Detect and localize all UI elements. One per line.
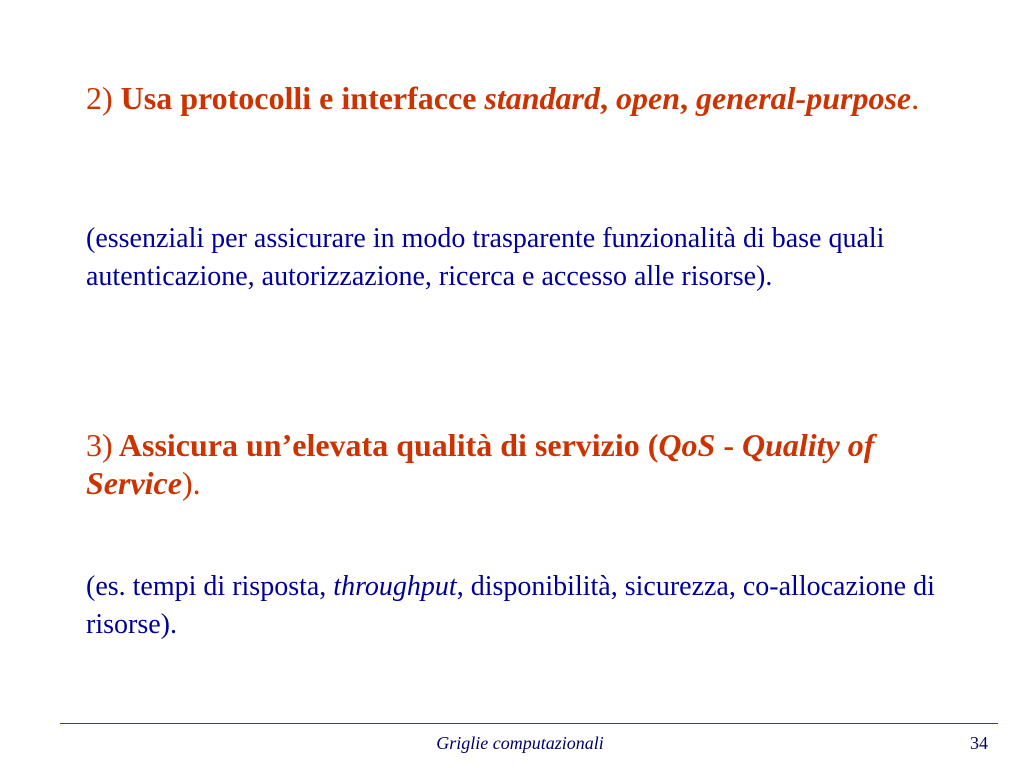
comma: ,	[599, 80, 608, 116]
item-3-heading	[86, 426, 996, 502]
item-2-heading	[86, 79, 996, 117]
item-3-heading-text: Assicura un’elevata qualità di servizio (	[118, 427, 659, 463]
comma: ,	[679, 80, 688, 116]
term-qos: QoS	[658, 427, 716, 463]
close-paren: ).	[181, 465, 201, 501]
footer-title: Griglie computazionali	[436, 733, 604, 753]
item-2-number: 2)	[86, 80, 113, 116]
item-3-note	[86, 568, 1006, 644]
page-number: 34	[970, 733, 988, 753]
term-open: open	[615, 80, 680, 116]
term-standard: standard	[484, 80, 600, 116]
dash: -	[715, 427, 734, 463]
term-general-purpose: general-purpose	[695, 80, 912, 116]
item-2-heading-text: Usa protocolli e interfacce	[120, 80, 477, 116]
period: .	[911, 80, 920, 116]
item-3-note-suffix: , disponibilità, sicurezza, co-allocazione di risorse).	[86, 571, 935, 640]
item-3-number: 3)	[86, 427, 113, 463]
term-quality-of-service: Quality of Service	[86, 427, 875, 501]
item-2-note: (essenziali per assicurare in modo trasparente funzionalità di base quali autenticazione, autorizzazione, ricerca e accesso alle risorse).	[86, 223, 885, 292]
item-3-note-prefix: (es. tempi di risposta,	[86, 571, 334, 602]
term-throughput: throughput	[333, 571, 457, 602]
footer-divider	[60, 723, 998, 724]
